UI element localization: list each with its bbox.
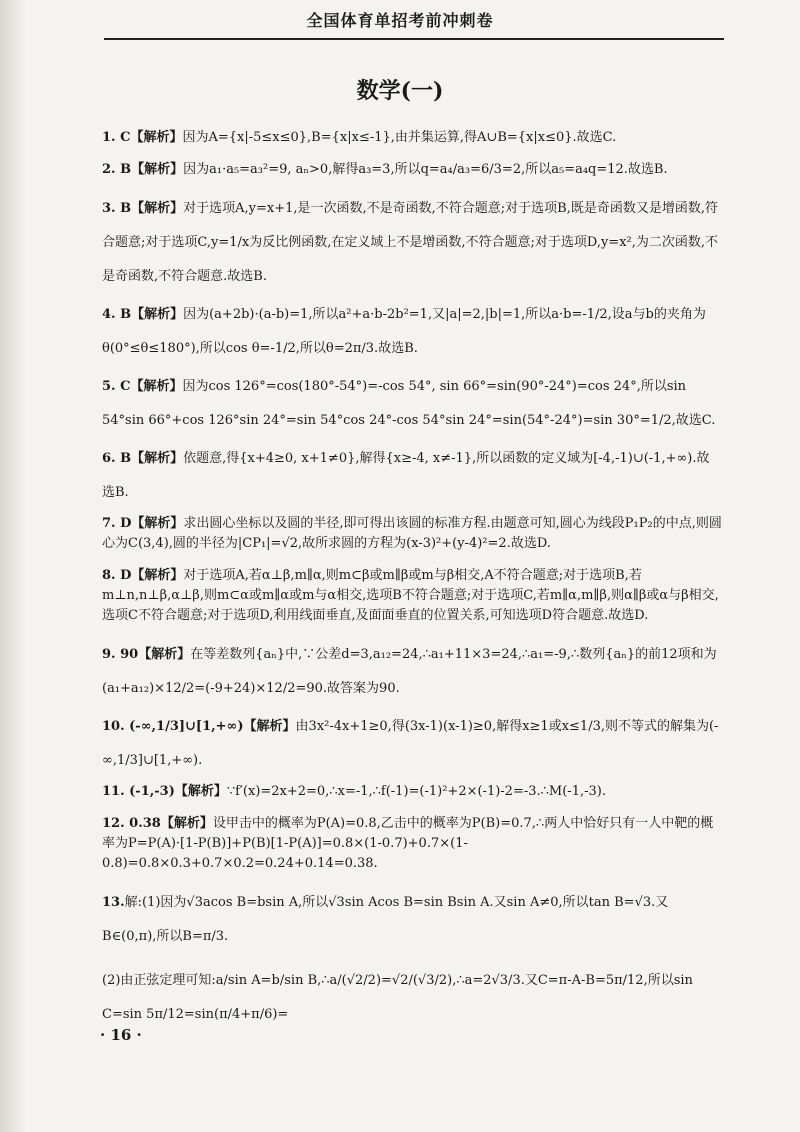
running-header: 全国体育单招考前冲刺卷 <box>306 11 494 30</box>
answer-list <box>102 128 722 1036</box>
analysis-tag: 【解析】 <box>131 516 184 531</box>
scan-edge-shadow <box>0 0 26 1132</box>
answer-item-3 <box>102 192 722 294</box>
answer-item-2 <box>102 160 722 180</box>
answer-item-9 <box>102 638 722 706</box>
analysis-tag: 【解析】 <box>130 379 183 394</box>
answer-item-13 <box>102 886 722 1032</box>
analysis-tag: 【解析】 <box>174 784 227 799</box>
answer-item-6 <box>102 442 722 510</box>
answer-text: 依题意,得{x+4≥0, x+1≠0},解得{x≥-4, x≠-1},所以函数的定义域为[-4,-1)∪(-1,+∞).故选B. <box>102 451 710 500</box>
answer-text: 因为cos 126°=cos(180°-54°)=-cos 54°, sin 66°=sin(90°-24°)=cos 24°,所以sin 54°sin 66°+cos 126°sin 24°=sin 54°cos 24°-cos 54°sin 24°=sin(54°-24°)=sin 30°=1/2,故选C. <box>102 379 716 428</box>
answer-item-12 <box>102 814 722 874</box>
answer-item-1 <box>102 128 722 148</box>
analysis-tag: 【解析】 <box>131 451 184 466</box>
answer-text: 在等差数列{aₙ}中,∵公差d=3,a₁₂=24,∴a₁+11×3=24,∴a₁=-9,∴数列{aₙ}的前12项和为(a₁+a₁₂)×12/2=(-9+24)×12/2=90.故答案为90. <box>102 647 717 696</box>
answer-item-8 <box>102 566 722 626</box>
answer-text-part1: 解:(1)因为√3acos B=bsin A,所以√3sin Acos B=sin Bsin A.又sin A≠0,所以tan B=√3.又B∈(0,π),所以B=π/3. <box>102 895 669 944</box>
answer-item-7 <box>102 514 722 554</box>
answer-text: ∵f′(x)=2x+2=0,∴x=-1,∴f(-1)=(-1)²+2×(-1)-2=-3.∴M(-1,-3). <box>226 784 606 799</box>
analysis-tag: 【解析】 <box>131 307 184 322</box>
answer-text-part2: (2)由正弦定理可知:a/sin A=b/sin B,∴a/(√2/2)=√2/(√3/2),∴a=2√3/3.又C=π-A-B=5π/12,所以sin C=sin 5π/12=sin(π/4+π/6)= <box>102 973 693 1022</box>
answer-text: 因为a₁·a₅=a₃²=9, aₙ>0,解得a₃=3,所以q=a₄/a₃=6/3=2,所以a₅=a₄q=12.故选B. <box>183 162 668 177</box>
answer-number: 11. (-1,-3) <box>102 784 175 799</box>
answer-item-4 <box>102 298 722 366</box>
analysis-tag: 【解析】 <box>160 816 213 831</box>
answer-item-5 <box>102 370 722 438</box>
answer-text: 设甲击中的概率为P(A)=0.8,乙击中的概率为P(B)=0.7,∴两人中恰好只有一人中靶的概率为P=P(A)·[1-P(B)]+P(B)[1-P(A)]=0.8×(1-0.7)+0.7×(1-0.8)=0.8×0.3+0.7×0.2=0.24+0.14=0.38. <box>102 816 714 871</box>
answer-text: 求出圆心坐标以及圆的半径,即可得出该圆的标准方程.由题意可知,圆心为线段P₁P₂的中点,则圆心为C(3,4),圆的半径为|CP₁|=√2,故所求圆的方程为(x-3)²+(y-4)²=2.故选D. <box>102 516 722 551</box>
header-rule <box>104 38 724 40</box>
answer-number: 9. 90 <box>102 647 139 662</box>
answer-item-10 <box>102 710 722 778</box>
analysis-tag: 【解析】 <box>131 201 184 216</box>
answer-number: 13. <box>102 895 125 910</box>
answer-number: 12. 0.38 <box>102 816 161 831</box>
answer-number: 4. B <box>102 307 132 322</box>
answer-number: 8. D <box>102 568 132 583</box>
answer-number: 6. B <box>102 451 132 466</box>
analysis-tag: 【解析】 <box>131 162 184 177</box>
answer-number: 3. B <box>102 201 132 216</box>
page-title: 数学(一) <box>356 78 444 104</box>
answer-text: 因为(a+2b)·(a-b)=1,所以a²+a·b-2b²=1,又|a|=2,|b|=1,所以a·b=-1/2,设a与b的夹角为θ(0°≤θ≤180°),所以cos θ=-1/2,所以θ=2π/3.故选B. <box>102 307 706 356</box>
answer-number: 2. B <box>102 162 132 177</box>
answer-number: 5. C <box>102 379 131 394</box>
answer-text: 因为A={x|-5≤x≤0},B={x|x≤-1},由并集运算,得A∪B={x|x≤0}.故选C. <box>182 130 617 145</box>
answer-item-11 <box>102 782 722 802</box>
answer-text: 由3x²-4x+1≥0,得(3x-1)(x-1)≥0,解得x≥1或x≤1/3,则不等式的解集为(-∞,1/3]∪[1,+∞). <box>102 719 719 768</box>
analysis-tag: 【解析】 <box>130 130 183 145</box>
answer-number: 7. D <box>102 516 132 531</box>
answer-number: 1. C <box>102 130 131 145</box>
analysis-tag: 【解析】 <box>138 647 191 662</box>
analysis-tag: 【解析】 <box>243 719 296 734</box>
answer-text: 对于选项A,若α⊥β,m∥α,则m⊂β或m∥β或m与β相交,A不符合题意;对于选项B,若m⊥n,n⊥β,α⊥β,则m⊂α或m∥α或m与α相交,选项B不符合题意;对于选项C,若m∥α,m∥β,则α∥β或α与β相交,选项C不符合题意;对于选项D,利用线面垂直,及面面垂直的位置关系,可知选项D符合题意.故选D. <box>102 568 719 623</box>
page-number: · 16 · <box>100 1026 142 1044</box>
answer-number: 10. (-∞,1/3]∪[1,+∞) <box>102 719 244 734</box>
answer-text: 对于选项A,y=x+1,是一次函数,不是奇函数,不符合题意;对于选项B,既是奇函数又是增函数,符合题意;对于选项C,y=1/x为反比例函数,在定义域上不是增函数,不符合题意;对于选项D,y=x²,为二次函数,不是奇函数,不符合题意.故选B. <box>102 201 718 284</box>
analysis-tag: 【解析】 <box>131 568 184 583</box>
